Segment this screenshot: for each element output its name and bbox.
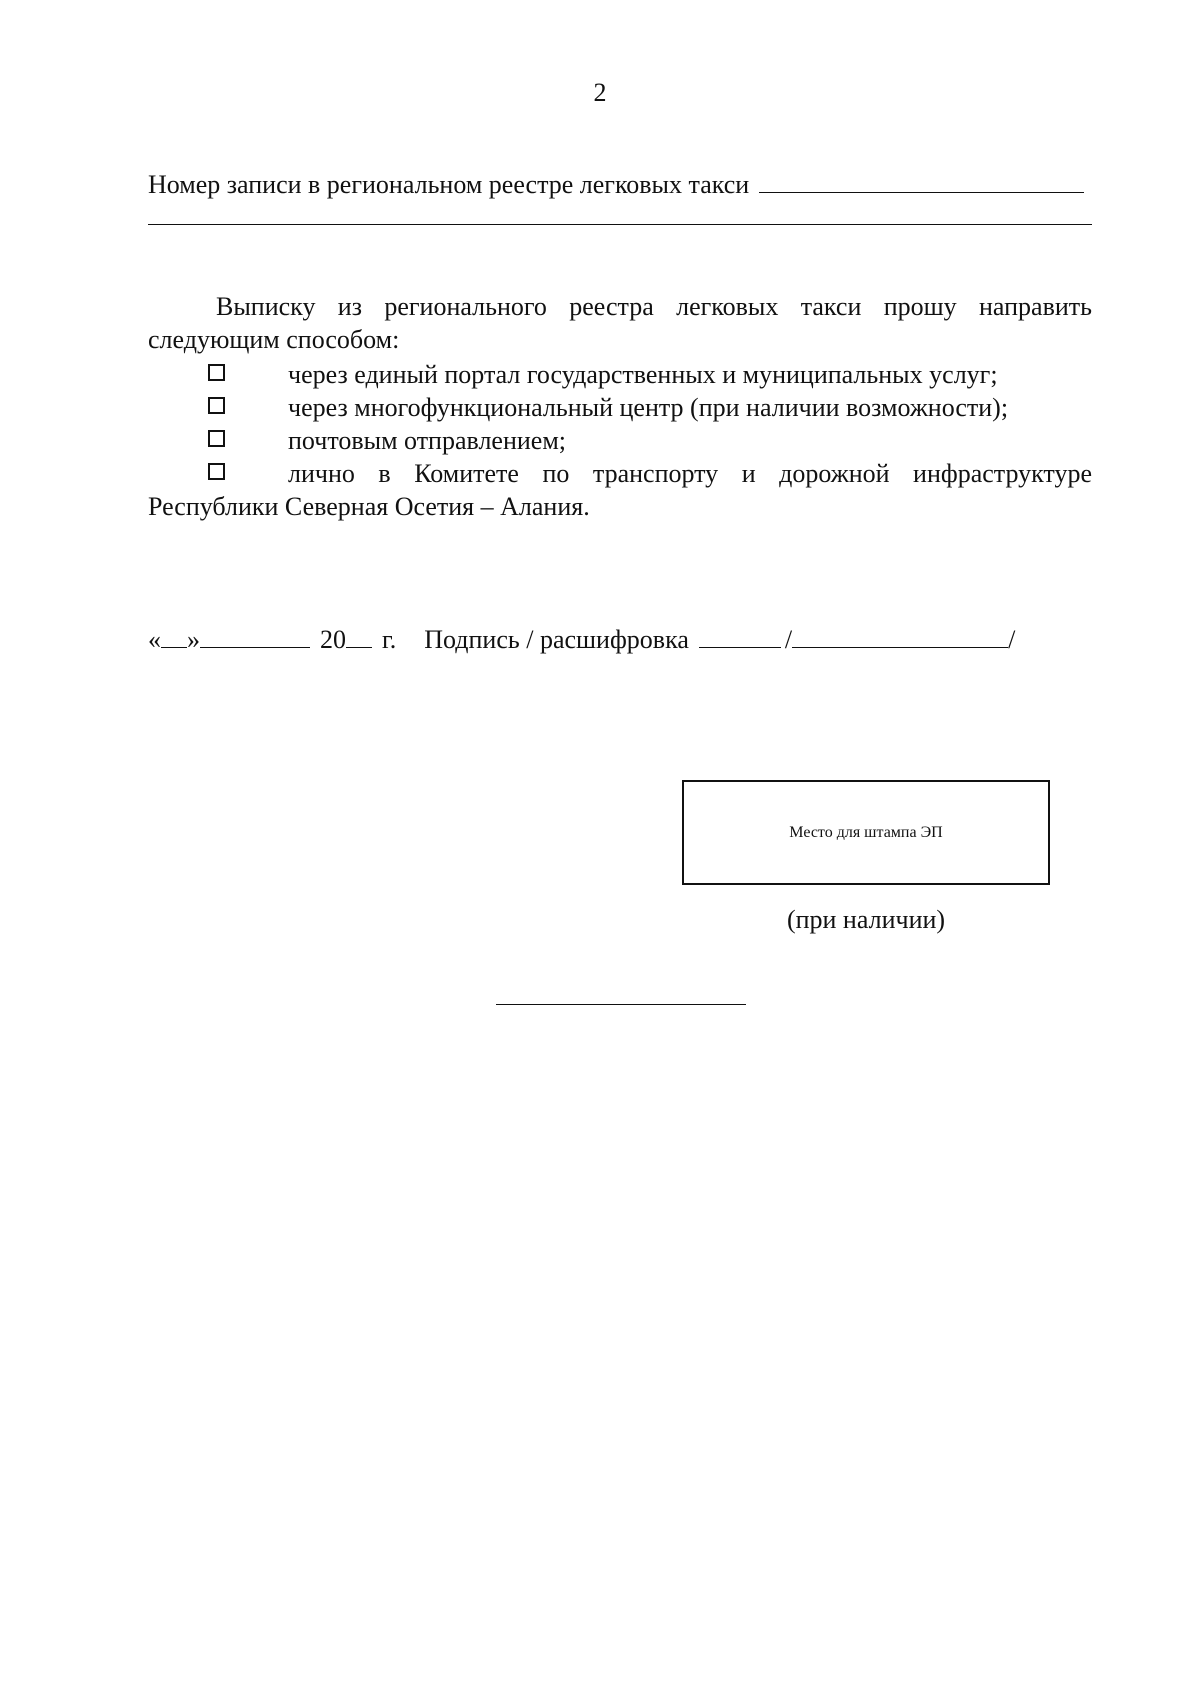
signature-separator: /	[784, 625, 793, 654]
option-post-label: почтовым отправлением;	[288, 426, 567, 455]
delivery-options	[148, 358, 1092, 523]
checkbox-mfc[interactable]	[208, 397, 225, 414]
date-signature-row	[148, 625, 1015, 655]
decoding-field[interactable]	[792, 627, 1008, 648]
option-portal-label: через единый портал государственных и муниципальных услуг;	[288, 360, 998, 389]
decoding-end-slash: /	[1008, 625, 1016, 654]
end-divider	[496, 1004, 746, 1005]
option-portal[interactable]	[148, 358, 1092, 391]
month-field[interactable]	[200, 627, 310, 648]
date-open-quote: «	[148, 625, 161, 654]
year-prefix: 20	[320, 625, 346, 654]
option-mfc-label: через многофункциональный центр (при наличии возможности);	[288, 393, 1009, 422]
year-field[interactable]	[346, 627, 372, 648]
registry-number-row	[148, 170, 1092, 200]
option-post[interactable]	[148, 424, 1092, 457]
signature-label: Подпись / расшифровка	[424, 625, 689, 654]
checkbox-portal[interactable]	[208, 364, 225, 381]
page-number: 2	[593, 78, 607, 107]
delivery-method-text: Выписку из регионального реестра легковых такси прошу направить следующим способом:	[148, 292, 1092, 354]
option-in-person[interactable]	[148, 457, 1092, 523]
option-mfc[interactable]	[148, 391, 1092, 424]
registry-number-label: Номер записи в региональном реестре легковых такси	[148, 170, 750, 199]
delivery-method-paragraph	[148, 290, 1092, 356]
signature-field[interactable]	[699, 627, 781, 648]
date-close-quote: »	[187, 625, 200, 654]
stamp-box	[682, 780, 1050, 885]
checkbox-in-person[interactable]	[208, 463, 225, 480]
day-field[interactable]	[161, 627, 187, 648]
year-suffix: г.	[382, 625, 397, 654]
stamp-box-label: Место для штампа ЭП	[789, 823, 943, 841]
registry-number-field[interactable]	[759, 170, 1084, 193]
stamp-note: (при наличии)	[786, 905, 946, 934]
registry-number-field-continuation[interactable]	[148, 224, 1092, 225]
checkbox-post[interactable]	[208, 430, 225, 447]
option-in-person-label: лично в Комитете по транспорту и дорожной инфраструктуре Республики Северная Осетия – Алания.	[148, 459, 1092, 521]
